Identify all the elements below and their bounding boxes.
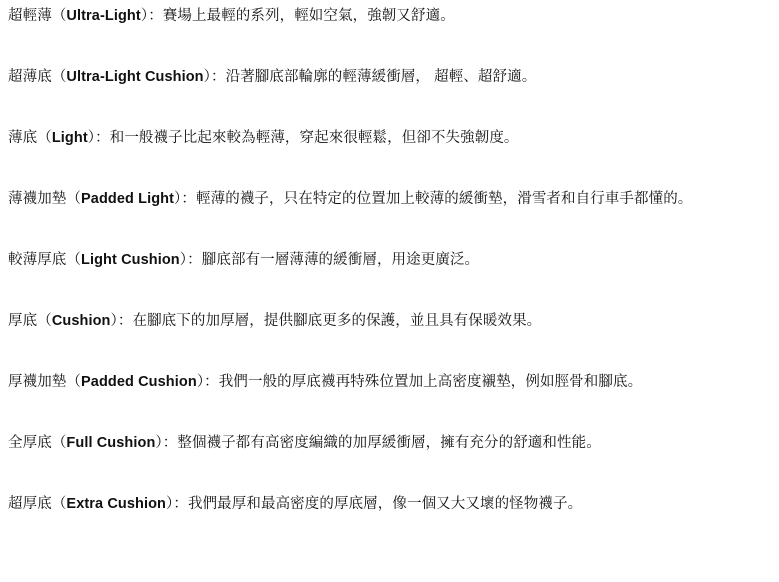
term-en: Extra Cushion: [66, 496, 167, 513]
term-en: Ultra-Light: [66, 8, 141, 24]
colon: ：: [181, 191, 197, 208]
paren-close: ）: [179, 252, 188, 269]
definition-entry: [8, 372, 771, 393]
paren-open: （: [51, 496, 67, 513]
definition-text: 賽場上最輕的系列，輕如空氣，強韌又舒適。: [162, 8, 455, 24]
colon: ：: [148, 8, 163, 24]
paren-open: （: [37, 130, 52, 147]
definition-entry: [8, 67, 771, 88]
colon: ：: [95, 130, 110, 147]
paren-open: （: [51, 435, 67, 452]
paren-open: （: [51, 69, 67, 86]
colon: ：: [117, 313, 133, 330]
term-zh: 厚底: [8, 313, 38, 330]
paren-close: ）: [203, 69, 211, 86]
definition-entry: [8, 6, 771, 27]
definition-text: 整個襪子都有高密度編織的加厚緩衝層，擁有充分的舒適和性能。: [177, 435, 601, 452]
term-en: Cushion: [51, 313, 111, 330]
paren-close: ）: [155, 435, 163, 452]
colon: ：: [187, 252, 202, 269]
term-en: Ultra-Light Cushion: [66, 69, 204, 86]
paren-close: ）: [87, 130, 96, 147]
term-zh: 超薄底: [8, 69, 52, 86]
term-zh: 薄底: [8, 130, 38, 147]
definition-text: 我們一般的厚底襪再特殊位置加上高密度襯墊，例如脛骨和腳底。: [218, 374, 643, 391]
definition-entry: [8, 494, 771, 515]
definition-entry: [8, 189, 771, 210]
term-en: Light Cushion: [81, 252, 180, 269]
term-en: Light: [51, 130, 88, 147]
paren-open: （: [66, 191, 82, 208]
definition-text: 腳底部有一層薄薄的緩衝層，用途更廣泛。: [201, 252, 480, 269]
colon: ：: [211, 69, 226, 86]
definition-text: 沿著腳底部輪廓的輕薄緩衝層， 超輕、超舒適。: [225, 69, 537, 86]
definition-text: 和一般襪子比起來較為輕薄，穿起來很輕鬆，但卻不失強韌度。: [109, 130, 519, 147]
term-en: Padded Cushion: [81, 374, 197, 391]
term-zh: 較薄厚底: [8, 252, 67, 269]
paren-close: ）: [110, 313, 118, 330]
definition-entry: [8, 433, 771, 454]
paren-open: （: [51, 8, 67, 24]
paren-close: ）: [196, 374, 205, 391]
definition-text: 輕薄的襪子，只在特定的位置加上較薄的緩衝墊，滑雪者和自行車手都懂的。: [196, 191, 693, 208]
term-zh: 薄襪加墊: [8, 191, 67, 208]
definition-entry: [8, 250, 771, 271]
paren-close: ）: [166, 496, 174, 513]
term-en: Full Cushion: [66, 435, 156, 452]
paren-open: （: [66, 374, 82, 391]
term-zh: 超輕薄: [8, 8, 52, 24]
term-zh: 超厚底: [8, 496, 52, 513]
colon: ：: [162, 435, 178, 452]
colon: ：: [204, 374, 219, 391]
paren-open: （: [37, 313, 52, 330]
term-zh: 全厚底: [8, 435, 52, 452]
term-en: Padded Light: [81, 191, 175, 208]
definition-text: 我們最厚和最高密度的厚底層，像一個又大又壞的怪物襪子。: [187, 496, 583, 513]
paren-close: ）: [174, 191, 182, 208]
colon: ：: [173, 496, 188, 513]
term-zh: 厚襪加墊: [8, 374, 67, 391]
paren-close: ）: [140, 8, 149, 24]
definition-entry: [8, 311, 771, 332]
paren-open: （: [66, 252, 82, 269]
definition-entry: [8, 128, 771, 149]
definition-text: 在腳底下的加厚層，提供腳底更多的保護，並且具有保暖效果。: [132, 313, 542, 330]
